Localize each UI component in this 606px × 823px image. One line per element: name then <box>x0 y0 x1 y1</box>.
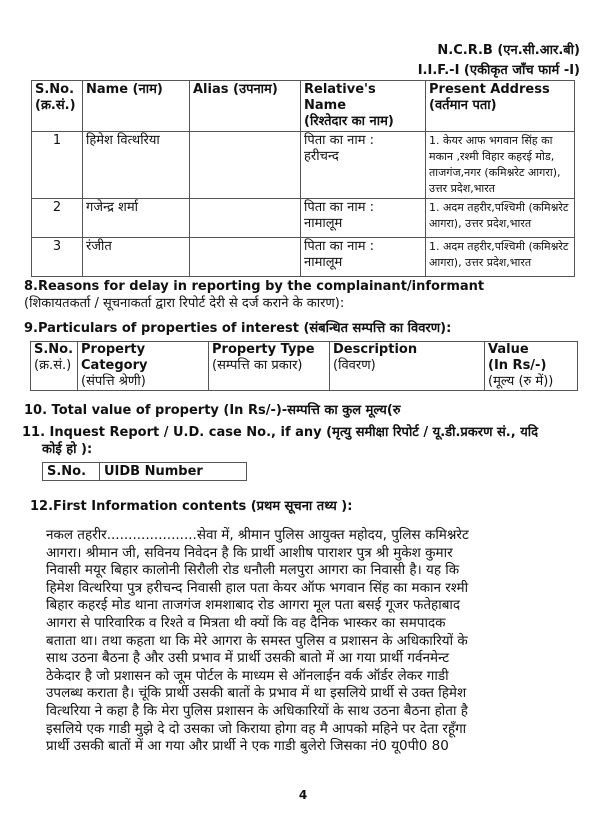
row-name: गजेन्द्र शर्मा <box>83 199 190 238</box>
col-prop-type: Property Type (सम्पत्ति का प्रकार) <box>209 342 330 391</box>
section-8-title: 8.Reasons for delay in reporting by the complainant/informant <box>24 279 485 294</box>
fir-line: बताता था। तथा कहता था कि मेरे आगरा के समस्त पुलिस व प्रशासन के अधिकारियों के <box>46 632 468 649</box>
property-table <box>30 341 578 391</box>
fir-line: उपलब्ध कराता है। चूंकि प्रार्थी उसकी बातों के प्रभाव में था इसलिये प्रार्थी से उक्त हिमेश <box>46 685 467 702</box>
section-8 <box>24 278 584 312</box>
inquest-table-header <box>43 463 247 481</box>
col-relative: Relative's Name (रिश्तेदार का नाम) <box>301 81 426 132</box>
accused-table-header <box>32 81 575 132</box>
table-row <box>32 238 575 277</box>
table-row <box>32 199 575 238</box>
section-9-title: 9.Particulars of properties of interest (संबन्धित सम्पत्ति का विवरण): <box>24 321 452 336</box>
form-header-iif: I.I.F.-I (एकीकृत जाँच फार्म -I) <box>417 63 580 78</box>
col-uidb-number: UIDB Number <box>100 463 247 481</box>
col-name: Name (नाम) <box>83 81 190 132</box>
form-header-ncrb: N.C.R.B (एन.सी.आर.बी) <box>437 43 580 58</box>
row-name: रंजीत <box>83 238 190 277</box>
row-address: 1. अदम तहरीर,पश्चिमी (कमिश्नरेट आगरा), उत्तर प्रदेश,भारत <box>426 199 575 238</box>
col-inquest-sno: S.No. <box>43 463 100 481</box>
row-relative: पिता का नाम : नामालूम <box>301 238 426 277</box>
row-alias <box>190 238 301 277</box>
fir-line: इसलिये एक गाडी मुझे दे दो उसका जो किराया होगा वह मै आपको महिने पर देता रहूँगा <box>46 720 467 737</box>
section-11 <box>22 424 586 458</box>
inquest-table <box>42 462 247 481</box>
section-12-title: 12.First Information contents (प्रथम सूचना तथ्य ): <box>30 499 353 514</box>
row-sno: 1 <box>32 132 83 199</box>
fir-line: ठेकेदार है जो प्रशासन को जूम पोर्टल के माध्यम से ऑनलाईन वर्क ऑर्डर लेकर गाडी <box>46 667 449 684</box>
col-prop-value: Value (In Rs/-) (मूल्य (रु में)) <box>485 342 578 391</box>
fir-line: निवासी मयूर बिहार कालोनी सिरौली रोड धनौली मलपुरा आगरा का निवासी है। यह कि <box>46 562 460 579</box>
section-11-title: 11. Inquest Report / U.D. case No., if any (मृत्यु समीक्षा रिपोर्ट / यू.डी.प्रकरण सं., यदि <box>22 425 539 440</box>
fir-line: प्रार्थी उसकी बातों में आ गया और प्रार्थी ने एक गाडी बुलेरो जिसका नं0 यू0पी0 80 <box>46 738 449 755</box>
row-alias <box>190 199 301 238</box>
row-sno: 2 <box>32 199 83 238</box>
col-prop-description: Description (विवरण) <box>330 342 485 391</box>
fir-line: नकल तहरीर.....................सेवा में, श्रीमान पुलिस आयुक्त महोदय, पुलिस कमिश्नरेट <box>46 527 469 543</box>
fir-line: बिहार कहरई मोड थाना ताजगंज शमशाबाद रोड आगरा मूल पता बसई गूजर फतेहाबाद <box>46 597 461 614</box>
row-name: हिमेश वित्थरिया <box>83 132 190 199</box>
page-number: 4 <box>298 788 308 802</box>
table-row <box>32 132 575 199</box>
fir-contents <box>46 527 578 756</box>
property-table-header <box>31 342 578 391</box>
section-10: 10. Total value of property (In Rs/-)-सम्पत्ति का कुल मूल्य(रु <box>24 403 401 418</box>
section-8-subtitle: (शिकायतकर्ता / सूचनाकर्ता द्वारा रिपोर्ट देरी से दर्ज कराने के कारण): <box>24 296 345 311</box>
fir-line: आगरा। श्रीमान जी, सविनय निवेदन है कि प्रार्थी आशीष पाराशर पुत्र श्री मुकेश कुमार <box>46 544 453 561</box>
row-relative: पिता का नाम : नामालूम <box>301 199 426 238</box>
col-sno: S.No. (क्र.सं.) <box>32 81 83 132</box>
row-address: 1. अदम तहरीर,पश्चिमी (कमिश्नरेट आगरा), उत्तर प्रदेश,भारत <box>426 238 575 277</box>
row-address: 1. केयर आफ भगवान सिंह का मकान ,रश्मी विहार कहरई मोड, ताजगंज,नगर (कमिश्नरेट आगरा), उत्तर प्रदेश,भारत <box>426 132 575 199</box>
col-address: Present Address (वर्तमान पता) <box>426 81 575 132</box>
fir-line: साथ उठना बैठना है और उसी प्रभाव में प्रार्थी उसकी बातो में आ गया प्रार्थी गर्वनमेन्ट <box>46 650 450 667</box>
row-sno: 3 <box>32 238 83 277</box>
row-relative: पिता का नाम : हरीचन्द <box>301 132 426 199</box>
col-prop-sno: S.No. (क्र.सं.) <box>31 342 78 391</box>
fir-line: हिमेश वित्थरिया पुत्र हरीचन्द निवासी हाल पता केयर ऑफ भगवान सिंह का मकान रश्मी <box>46 579 469 596</box>
accused-table <box>31 80 575 277</box>
fir-line: वित्थरिया ने कहा है कि मेरा पुलिस प्रशासन के अधिकारियों के साथ उठना बैठना होता है <box>46 702 468 719</box>
fir-line: आगरा से पारिवारिक व रिश्ते व मित्रता थी क्यों कि वह दैनिक भास्कर का समपादक <box>46 614 446 631</box>
row-alias <box>190 132 301 199</box>
col-alias: Alias (उपनाम) <box>190 81 301 132</box>
col-prop-category: Property Category (संपत्ति श्रेणी) <box>78 342 209 391</box>
section-11-title-cont: कोई हो ): <box>42 442 93 457</box>
